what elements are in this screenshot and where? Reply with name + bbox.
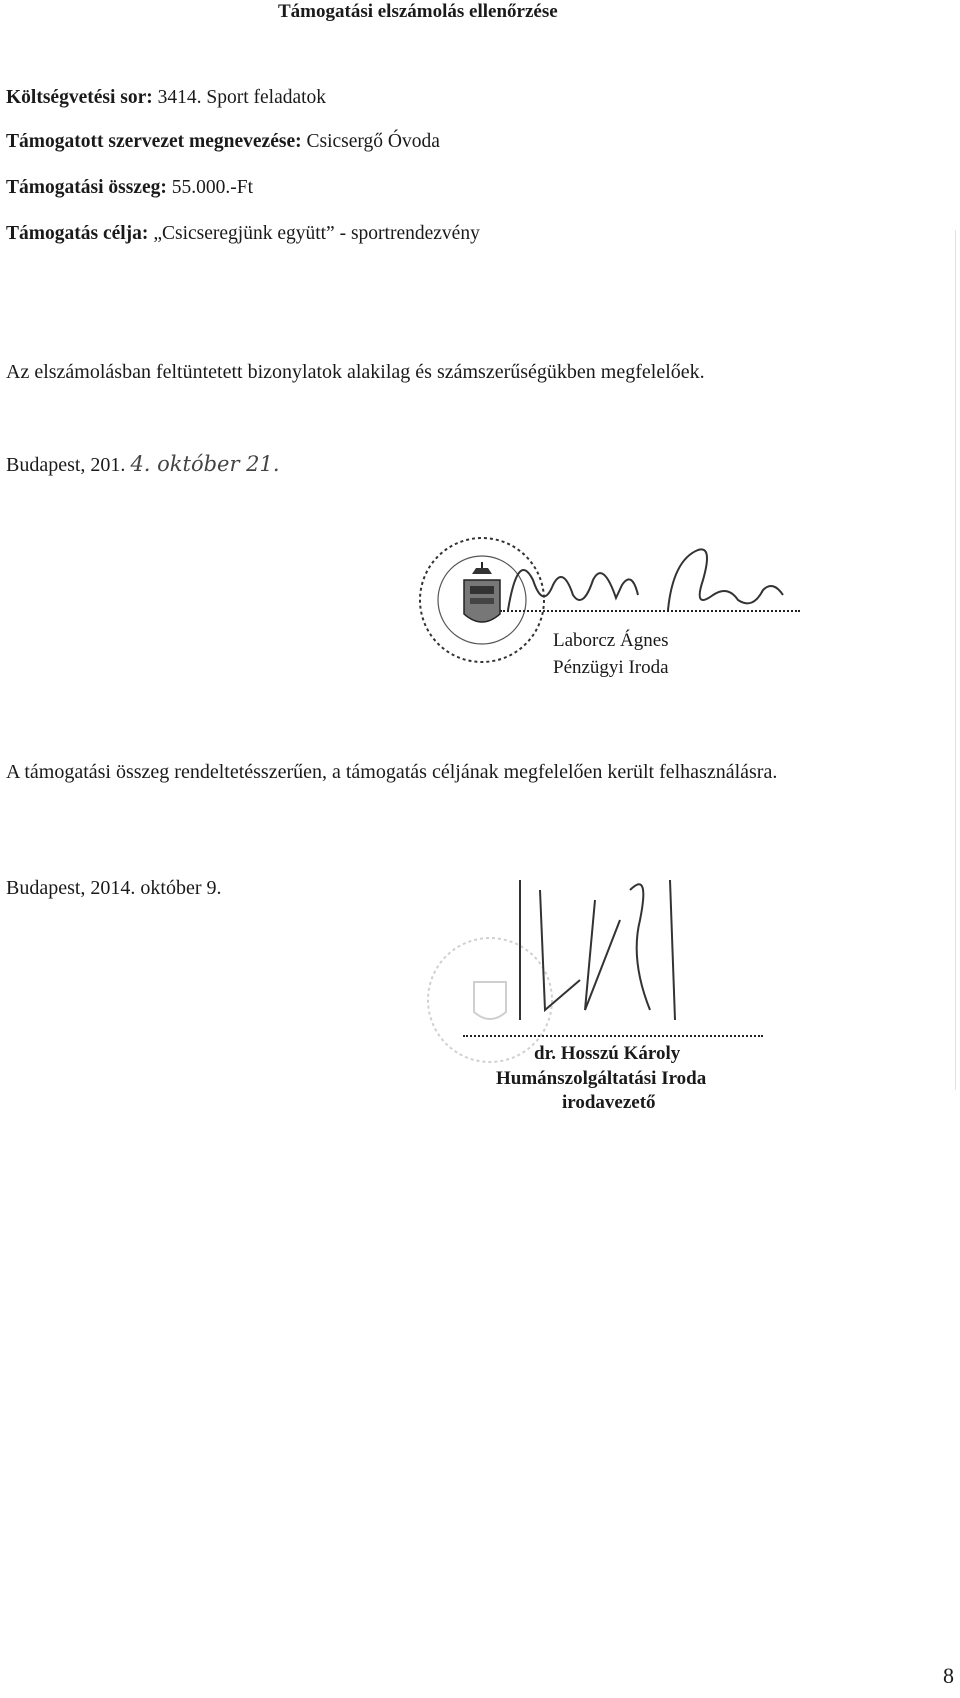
budget-line-value: 3414. Sport feladatok [157,87,327,108]
signature-line-1 [500,610,800,612]
scan-edge-line [955,230,956,1090]
organization-row [6,131,440,153]
purpose-value: „Csicseregjünk együtt” - sportrendezvény [153,223,480,244]
signatory-2-office: Humánszolgáltatási Iroda [496,1068,707,1089]
signatory-1-name: Laborcz Ágnes [553,630,669,651]
statement-usage: A támogatási összeg rendeltetésszerűen, a támogatás céljának megfelelően került felhasználásra. [6,761,778,783]
purpose-row [6,223,480,245]
signatory-1-office: Pénzügyi Iroda [553,657,669,678]
organization-value: Csicsergő Óvoda [306,131,440,152]
signatory-2-name: dr. Hosszú Károly [534,1043,681,1064]
signatory-2-role: irodavezető [562,1092,656,1113]
budget-line-label: Költségvetési sor: [6,87,153,108]
purpose-label: Támogatás célja: [6,223,149,244]
signature-line-2 [463,1035,763,1037]
organization-label: Támogatott szervezet megnevezése: [6,131,302,152]
budget-line-row [6,87,326,109]
statement-accounting: Az elszámolásban feltüntetett bizonylatok alakilag és számszerűségükben megfelelőek. [6,361,705,383]
amount-row [6,177,253,199]
date-line-1 [6,452,280,477]
document-title: Támogatási elszámolás ellenőrzése [278,1,558,22]
amount-value: 55.000.-Ft [171,177,253,198]
date-line-2: Budapest, 2014. október 9. [6,877,222,899]
page-number: 8 [943,1663,954,1688]
signature-hosszu-icon [500,860,690,1040]
date-handwritten: 4. október 21. [130,452,280,476]
amount-label: Támogatási összeg: [6,177,167,198]
signature-laborcz-icon [498,540,788,630]
date-printed: Budapest, 201. [6,454,126,476]
